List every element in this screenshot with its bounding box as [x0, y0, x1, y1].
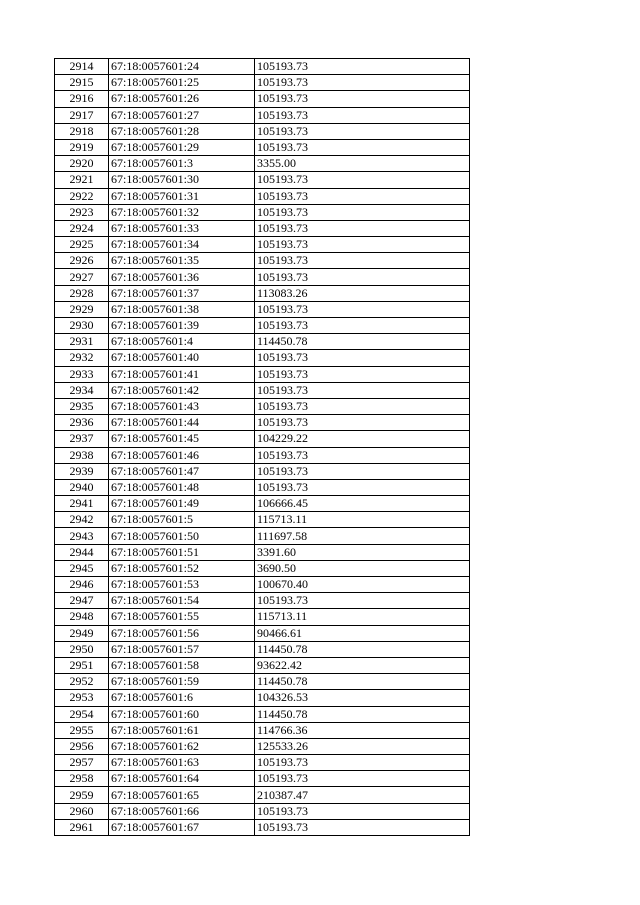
amount-cell: 105193.73	[255, 803, 470, 819]
table-row	[55, 625, 470, 641]
amount-cell: 3690.50	[255, 560, 470, 576]
table-row	[55, 528, 470, 544]
cadastral-number-cell: 67:18:0057601:64	[109, 771, 255, 787]
table-row	[55, 657, 470, 673]
row-index-cell: 2920	[55, 156, 109, 172]
table-row	[55, 819, 470, 835]
cadastral-number-cell: 67:18:0057601:55	[109, 609, 255, 625]
table-row	[55, 269, 470, 285]
cadastral-number-cell: 67:18:0057601:4	[109, 334, 255, 350]
table-row	[55, 172, 470, 188]
amount-cell: 105193.73	[255, 755, 470, 771]
amount-cell: 115713.11	[255, 512, 470, 528]
table-body	[55, 59, 470, 836]
cadastral-number-cell: 67:18:0057601:24	[109, 59, 255, 75]
cadastral-number-cell: 67:18:0057601:45	[109, 431, 255, 447]
amount-cell: 125533.26	[255, 738, 470, 754]
amount-cell: 3391.60	[255, 544, 470, 560]
row-index-cell: 2949	[55, 625, 109, 641]
row-index-cell: 2914	[55, 59, 109, 75]
data-table	[54, 58, 470, 836]
cadastral-number-cell: 67:18:0057601:67	[109, 819, 255, 835]
amount-cell: 114450.78	[255, 334, 470, 350]
row-index-cell: 2942	[55, 512, 109, 528]
row-index-cell: 2923	[55, 204, 109, 220]
cadastral-number-cell: 67:18:0057601:39	[109, 318, 255, 334]
row-index-cell: 2937	[55, 431, 109, 447]
amount-cell: 114766.36	[255, 722, 470, 738]
amount-cell: 105193.73	[255, 366, 470, 382]
table-row	[55, 771, 470, 787]
table-row	[55, 544, 470, 560]
table-row	[55, 237, 470, 253]
row-index-cell: 2921	[55, 172, 109, 188]
amount-cell: 114450.78	[255, 706, 470, 722]
amount-cell: 104229.22	[255, 431, 470, 447]
cadastral-number-cell: 67:18:0057601:60	[109, 706, 255, 722]
row-index-cell: 2916	[55, 91, 109, 107]
amount-cell: 105193.73	[255, 123, 470, 139]
table-row	[55, 415, 470, 431]
cadastral-number-cell: 67:18:0057601:30	[109, 172, 255, 188]
table-row	[55, 706, 470, 722]
amount-cell: 105193.73	[255, 139, 470, 155]
amount-cell: 105193.73	[255, 463, 470, 479]
amount-cell: 105193.73	[255, 415, 470, 431]
amount-cell: 114450.78	[255, 674, 470, 690]
cadastral-number-cell: 67:18:0057601:66	[109, 803, 255, 819]
cadastral-number-cell: 67:18:0057601:53	[109, 577, 255, 593]
row-index-cell: 2915	[55, 75, 109, 91]
amount-cell: 105193.73	[255, 447, 470, 463]
amount-cell: 105193.73	[255, 398, 470, 414]
table-row	[55, 787, 470, 803]
cadastral-number-cell: 67:18:0057601:61	[109, 722, 255, 738]
row-index-cell: 2917	[55, 107, 109, 123]
cadastral-number-cell: 67:18:0057601:37	[109, 285, 255, 301]
amount-cell: 93622.42	[255, 657, 470, 673]
cadastral-number-cell: 67:18:0057601:46	[109, 447, 255, 463]
cadastral-number-cell: 67:18:0057601:32	[109, 204, 255, 220]
amount-cell: 3355.00	[255, 156, 470, 172]
table-row	[55, 382, 470, 398]
amount-cell: 106666.45	[255, 496, 470, 512]
table-row	[55, 479, 470, 495]
row-index-cell: 2933	[55, 366, 109, 382]
cadastral-number-cell: 67:18:0057601:59	[109, 674, 255, 690]
row-index-cell: 2956	[55, 738, 109, 754]
cadastral-number-cell: 67:18:0057601:44	[109, 415, 255, 431]
table-row	[55, 107, 470, 123]
amount-cell: 105193.73	[255, 318, 470, 334]
row-index-cell: 2929	[55, 301, 109, 317]
amount-cell: 105193.73	[255, 172, 470, 188]
table-row	[55, 722, 470, 738]
row-index-cell: 2961	[55, 819, 109, 835]
table-row	[55, 593, 470, 609]
row-index-cell: 2928	[55, 285, 109, 301]
row-index-cell: 2919	[55, 139, 109, 155]
amount-cell: 104326.53	[255, 690, 470, 706]
row-index-cell: 2943	[55, 528, 109, 544]
table-row	[55, 285, 470, 301]
table-row	[55, 59, 470, 75]
cadastral-number-cell: 67:18:0057601:6	[109, 690, 255, 706]
cadastral-number-cell: 67:18:0057601:49	[109, 496, 255, 512]
amount-cell: 105193.73	[255, 382, 470, 398]
amount-cell: 105193.73	[255, 220, 470, 236]
amount-cell: 114450.78	[255, 641, 470, 657]
cadastral-number-cell: 67:18:0057601:48	[109, 479, 255, 495]
cadastral-number-cell: 67:18:0057601:51	[109, 544, 255, 560]
row-index-cell: 2940	[55, 479, 109, 495]
cadastral-number-cell: 67:18:0057601:27	[109, 107, 255, 123]
row-index-cell: 2953	[55, 690, 109, 706]
row-index-cell: 2954	[55, 706, 109, 722]
cadastral-number-cell: 67:18:0057601:34	[109, 237, 255, 253]
table-row	[55, 188, 470, 204]
cadastral-number-cell: 67:18:0057601:63	[109, 755, 255, 771]
cadastral-number-cell: 67:18:0057601:38	[109, 301, 255, 317]
row-index-cell: 2944	[55, 544, 109, 560]
cadastral-number-cell: 67:18:0057601:57	[109, 641, 255, 657]
row-index-cell: 2941	[55, 496, 109, 512]
row-index-cell: 2948	[55, 609, 109, 625]
amount-cell: 105193.73	[255, 237, 470, 253]
cadastral-number-cell: 67:18:0057601:3	[109, 156, 255, 172]
cadastral-number-cell: 67:18:0057601:41	[109, 366, 255, 382]
table-row	[55, 350, 470, 366]
row-index-cell: 2930	[55, 318, 109, 334]
cadastral-number-cell: 67:18:0057601:40	[109, 350, 255, 366]
table-row	[55, 253, 470, 269]
row-index-cell: 2947	[55, 593, 109, 609]
table-row	[55, 755, 470, 771]
amount-cell: 105193.73	[255, 301, 470, 317]
table-row	[55, 123, 470, 139]
cadastral-number-cell: 67:18:0057601:52	[109, 560, 255, 576]
row-index-cell: 2959	[55, 787, 109, 803]
amount-cell: 210387.47	[255, 787, 470, 803]
table-row	[55, 366, 470, 382]
table-row	[55, 431, 470, 447]
row-index-cell: 2934	[55, 382, 109, 398]
cadastral-number-cell: 67:18:0057601:56	[109, 625, 255, 641]
table-row	[55, 496, 470, 512]
table-row	[55, 301, 470, 317]
row-index-cell: 2955	[55, 722, 109, 738]
table-row	[55, 398, 470, 414]
table-row	[55, 447, 470, 463]
cadastral-number-cell: 67:18:0057601:28	[109, 123, 255, 139]
row-index-cell: 2927	[55, 269, 109, 285]
table-row	[55, 641, 470, 657]
cadastral-number-cell: 67:18:0057601:47	[109, 463, 255, 479]
table-row	[55, 220, 470, 236]
amount-cell: 105193.73	[255, 479, 470, 495]
table-row	[55, 75, 470, 91]
row-index-cell: 2918	[55, 123, 109, 139]
amount-cell: 105193.73	[255, 771, 470, 787]
row-index-cell: 2946	[55, 577, 109, 593]
row-index-cell: 2957	[55, 755, 109, 771]
cadastral-number-cell: 67:18:0057601:54	[109, 593, 255, 609]
table-row	[55, 577, 470, 593]
table-row	[55, 738, 470, 754]
amount-cell: 105193.73	[255, 350, 470, 366]
row-index-cell: 2925	[55, 237, 109, 253]
cadastral-number-cell: 67:18:0057601:25	[109, 75, 255, 91]
row-index-cell: 2936	[55, 415, 109, 431]
row-index-cell: 2931	[55, 334, 109, 350]
table-row	[55, 463, 470, 479]
row-index-cell: 2939	[55, 463, 109, 479]
row-index-cell: 2950	[55, 641, 109, 657]
amount-cell: 90466.61	[255, 625, 470, 641]
table-row	[55, 803, 470, 819]
table-row	[55, 139, 470, 155]
table-row	[55, 318, 470, 334]
amount-cell: 105193.73	[255, 269, 470, 285]
amount-cell: 105193.73	[255, 819, 470, 835]
cadastral-number-cell: 67:18:0057601:65	[109, 787, 255, 803]
cadastral-number-cell: 67:18:0057601:33	[109, 220, 255, 236]
cadastral-number-cell: 67:18:0057601:36	[109, 269, 255, 285]
amount-cell: 105193.73	[255, 593, 470, 609]
table-row	[55, 512, 470, 528]
row-index-cell: 2938	[55, 447, 109, 463]
row-index-cell: 2951	[55, 657, 109, 673]
cadastral-number-cell: 67:18:0057601:35	[109, 253, 255, 269]
amount-cell: 111697.58	[255, 528, 470, 544]
table-row	[55, 560, 470, 576]
table-row	[55, 91, 470, 107]
row-index-cell: 2935	[55, 398, 109, 414]
row-index-cell: 2932	[55, 350, 109, 366]
amount-cell: 105193.73	[255, 75, 470, 91]
row-index-cell: 2926	[55, 253, 109, 269]
table-row	[55, 204, 470, 220]
cadastral-number-cell: 67:18:0057601:62	[109, 738, 255, 754]
row-index-cell: 2960	[55, 803, 109, 819]
row-index-cell: 2945	[55, 560, 109, 576]
amount-cell: 105193.73	[255, 188, 470, 204]
amount-cell: 105193.73	[255, 107, 470, 123]
cadastral-number-cell: 67:18:0057601:50	[109, 528, 255, 544]
cadastral-number-cell: 67:18:0057601:29	[109, 139, 255, 155]
table-row	[55, 334, 470, 350]
amount-cell: 115713.11	[255, 609, 470, 625]
amount-cell: 105193.73	[255, 253, 470, 269]
row-index-cell: 2958	[55, 771, 109, 787]
table-row	[55, 690, 470, 706]
amount-cell: 100670.40	[255, 577, 470, 593]
row-index-cell: 2924	[55, 220, 109, 236]
cadastral-number-cell: 67:18:0057601:58	[109, 657, 255, 673]
amount-cell: 105193.73	[255, 204, 470, 220]
cadastral-number-cell: 67:18:0057601:26	[109, 91, 255, 107]
row-index-cell: 2952	[55, 674, 109, 690]
table-row	[55, 609, 470, 625]
cadastral-number-cell: 67:18:0057601:42	[109, 382, 255, 398]
cadastral-number-cell: 67:18:0057601:43	[109, 398, 255, 414]
cadastral-number-cell: 67:18:0057601:5	[109, 512, 255, 528]
amount-cell: 105193.73	[255, 91, 470, 107]
cadastral-number-cell: 67:18:0057601:31	[109, 188, 255, 204]
amount-cell: 113083.26	[255, 285, 470, 301]
row-index-cell: 2922	[55, 188, 109, 204]
amount-cell: 105193.73	[255, 59, 470, 75]
table-row	[55, 156, 470, 172]
table-row	[55, 674, 470, 690]
